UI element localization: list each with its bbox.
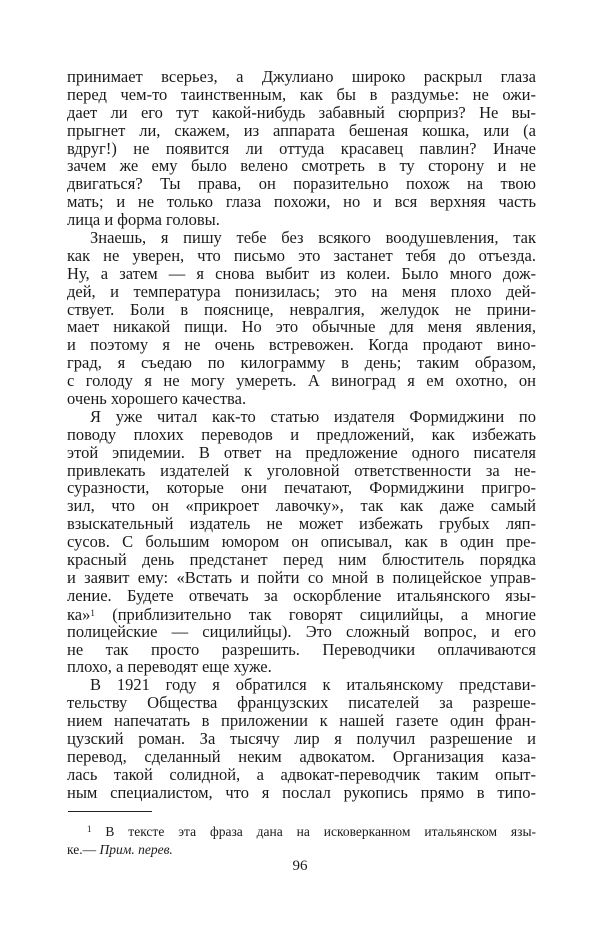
line-text: мает никакой пищи. Но это обычные для меня явления, xyxy=(67,317,536,337)
text-line xyxy=(67,784,536,802)
text-line xyxy=(67,86,536,104)
line-text: зачем же ему было велено смотреть в ту сторону и не xyxy=(67,156,536,176)
text-line xyxy=(67,265,536,283)
text-line xyxy=(67,336,536,354)
footnote xyxy=(67,820,536,859)
line-text: вдруг!) не появится ли оттуда красавец павлин? Иначе xyxy=(67,138,536,158)
line-text: лась такой солидной, а адвокат-переводчик таким опыт- xyxy=(67,764,536,784)
line-text: двигаться? Ты права, он поразительно похож на твою xyxy=(67,174,536,194)
text-line xyxy=(67,587,536,605)
text-line xyxy=(67,372,536,390)
line-text: суразности, которые они печатают, Формиджини пригро- xyxy=(67,478,536,498)
line-text: принимает всерьез, а Джулиано широко раскрыл глаза xyxy=(67,67,536,86)
line-text: мать; и не только глаза похожи, но и вся верхняя часть xyxy=(67,192,536,212)
line-text: прыгнет ли, скажем, из аппарата бешеная кошка, или (а xyxy=(67,120,536,140)
line-text: ка» xyxy=(67,604,91,624)
line-text: тельству Общества французских писателей за разреше- xyxy=(67,693,536,713)
text-line xyxy=(67,676,536,694)
text-line xyxy=(67,444,536,462)
line-text: ным специалистом, что я послал рукопись прямо в типо- xyxy=(67,782,536,802)
line-text: Я уже читал как-то статью издателя Формиджини по xyxy=(90,406,536,426)
line-text: перед чем-то таинственным, как бы в раздумье: не ожи- xyxy=(67,84,536,104)
text-line xyxy=(67,211,536,229)
line-text: ление. Будете отвечать за оскорбление итальянского язы- xyxy=(67,585,536,605)
text-line xyxy=(67,658,536,676)
line-text: очень хорошего качества. xyxy=(67,389,247,409)
line-text: град, я съедаю по килограмму в день; таким образом, xyxy=(67,353,536,373)
line-text: сусов. С большим юмором он описывал, как в один пре- xyxy=(67,532,536,552)
footnote-line xyxy=(67,841,536,859)
text-line xyxy=(67,104,536,122)
text-line xyxy=(67,479,536,497)
text-line xyxy=(67,712,536,730)
page-number: 96 xyxy=(292,858,308,874)
line-text: взыскательный издатель не может избежать грубых ляп- xyxy=(67,514,536,534)
body-text xyxy=(67,68,536,802)
text-line xyxy=(67,283,536,301)
text-line xyxy=(67,694,536,712)
text-line xyxy=(67,641,536,659)
footnote-marker: 1 xyxy=(87,824,92,834)
text-line xyxy=(67,193,536,211)
text-line xyxy=(67,157,536,175)
text-line xyxy=(67,515,536,533)
text-line xyxy=(67,408,536,426)
line-text: (приблизительно так говорят сицилийцы, а многие xyxy=(94,604,536,624)
footnote-text: В тексте эта фраза дана на исковерканном итальянском язы- xyxy=(105,824,537,839)
footnote-divider xyxy=(68,811,152,812)
text-line xyxy=(67,122,536,140)
text-line xyxy=(67,766,536,784)
line-text: плохо, а переводят еще хуже. xyxy=(67,657,272,677)
line-text: полицейские — сицилийцы). Это сложный вопрос, и его xyxy=(67,621,536,641)
text-line xyxy=(67,569,536,587)
line-text: зил, что он «прикроет лавочку», так как даже самый xyxy=(67,496,536,516)
footnote-line xyxy=(67,820,536,841)
line-text: Ну, а затем — я снова выбит из колеи. Было много дож- xyxy=(67,263,536,283)
line-text: дей, и температура понизилась; это на меня плохо дей- xyxy=(67,281,536,301)
line-text: Знаешь, я пишу тебе без всякого воодушевления, так xyxy=(90,228,536,248)
text-line xyxy=(67,623,536,641)
line-text: и заявит ему: «Встать и пойти со мной в полицейское управ- xyxy=(67,567,536,587)
text-line xyxy=(67,68,536,86)
text-line xyxy=(67,497,536,515)
footnote-text: ке.— xyxy=(67,842,100,857)
line-text: цузский роман. За тысячу лир я получил разрешение и xyxy=(67,728,536,748)
text-line xyxy=(67,140,536,158)
text-line xyxy=(67,354,536,372)
text-line xyxy=(67,533,536,551)
text-line xyxy=(67,318,536,336)
text-line xyxy=(67,748,536,766)
text-line xyxy=(67,730,536,748)
line-text: привлекать издателей к уголовной ответственности за не- xyxy=(67,460,536,480)
text-line xyxy=(67,426,536,444)
line-text: красный день предстанет перед ним блюститель порядка xyxy=(67,550,536,570)
text-line xyxy=(67,390,536,408)
text-line xyxy=(67,247,536,265)
text-line xyxy=(67,229,536,247)
line-text: дает ли его тут какой-нибудь забавный сюрприз? Не вы- xyxy=(67,102,536,122)
text-line xyxy=(67,462,536,480)
translator-note: Прим. перев. xyxy=(99,842,173,857)
text-line xyxy=(67,605,536,623)
line-text: как не уверен, что письмо это застанет тебя до отъезда. xyxy=(67,245,536,265)
line-text: нием напечатать в приложении к нашей газете один фран- xyxy=(67,711,536,731)
line-text: ствует. Боли в пояснице, невралгия, желудок не прини- xyxy=(67,299,536,319)
footnote-reference: 1 xyxy=(90,607,95,618)
line-text: В 1921 году я обратился к итальянскому представи- xyxy=(90,675,536,695)
line-text: и поэтому я не очень встревожен. Когда продают вино- xyxy=(67,335,536,355)
line-text: этой эпидемии. В ответ на предложение одного писателя xyxy=(67,442,536,462)
line-text: поводу плохих переводов и предложений, как избежать xyxy=(67,424,536,444)
text-line xyxy=(67,551,536,569)
line-text: лица и форма головы. xyxy=(67,210,220,230)
line-text: с голоду я не могу умереть. А виноград я ем охотно, он xyxy=(67,371,536,391)
line-text: перевод, сделанный неким адвокатом. Организация каза- xyxy=(67,746,536,766)
text-line xyxy=(67,301,536,319)
text-line xyxy=(67,175,536,193)
line-text: не так просто разрешить. Переводчики оплачиваются xyxy=(67,639,536,659)
